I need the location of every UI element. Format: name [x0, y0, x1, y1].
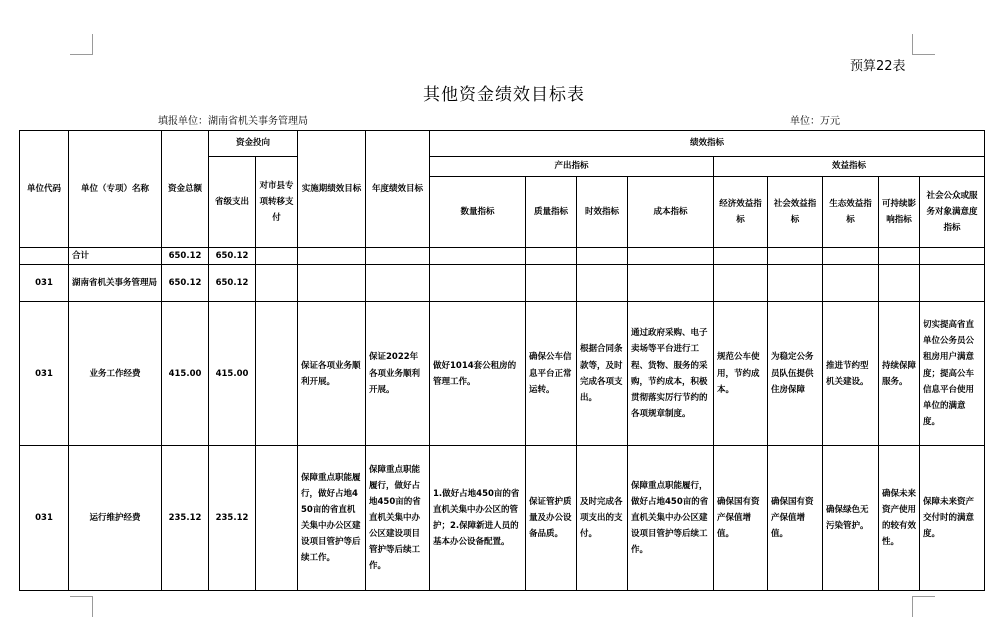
header-perf-indicators: 绩效指标 — [430, 131, 985, 157]
header-unit-name: 单位（专项）名称 — [69, 131, 162, 248]
cell-economic — [714, 265, 768, 302]
cell-annual-goal: 保证2022年各项业务顺利开展。 — [366, 302, 430, 446]
cell-social — [768, 265, 823, 302]
cell-timeliness — [577, 248, 628, 265]
cell-transfer — [256, 265, 298, 302]
cell-quantity: 做好1014套公租房的管理工作。 — [430, 302, 526, 446]
cell-timeliness — [577, 265, 628, 302]
cell-social — [768, 248, 823, 265]
header-economic: 经济效益指标 — [714, 177, 768, 248]
cell-satisfaction — [920, 265, 985, 302]
cell-timeliness: 根据合同条款等，及时完成各项支出。 — [577, 302, 628, 446]
cell-name: 运行维护经费 — [69, 446, 162, 591]
cell-sustainable — [879, 248, 920, 265]
money-unit: 单位：万元 — [790, 116, 840, 127]
cell-cost: 通过政府采购、电子卖场等平台进行工程、货物、服务的采购，节约成本，积极贯彻落实厉行节约的各项规章制度。 — [628, 302, 714, 446]
cell-provincial: 415.00 — [209, 302, 256, 446]
cell-economic: 确保国有资产保值增值。 — [714, 446, 768, 591]
header-quality: 质量指标 — [526, 177, 577, 248]
page-title: 其他资金绩效目标表 — [423, 85, 585, 105]
header-timeliness: 时效指标 — [577, 177, 628, 248]
cell-quantity — [430, 248, 526, 265]
crop-mark-top-left — [70, 34, 93, 55]
cell-economic — [714, 248, 768, 265]
cell-quantity: 1.做好占地450亩的省直机关集中办公区的管护；2.保障新进人员的基本办公设备配置。 — [430, 446, 526, 591]
cell-total: 650.12 — [162, 265, 209, 302]
table-row — [20, 446, 985, 591]
cell-transfer — [256, 248, 298, 265]
cell-mid-goal: 保障重点职能履行，做好占地450亩的省直机关集中办公区建设项目管护等后续工作。 — [298, 446, 366, 591]
cell-mid-goal — [298, 248, 366, 265]
cell-quality — [526, 248, 577, 265]
cell-name: 业务工作经费 — [69, 302, 162, 446]
performance-goal-table — [19, 130, 985, 591]
cell-quality — [526, 265, 577, 302]
header-satisfaction: 社会公众或服务对象满意度指标 — [920, 177, 985, 248]
form-number: 预算22表 — [850, 59, 906, 74]
cell-ecological — [823, 265, 879, 302]
cell-code: 031 — [20, 302, 69, 446]
cell-quality: 保证管护质量及办公设备品质。 — [526, 446, 577, 591]
cell-code: 031 — [20, 265, 69, 302]
cell-annual-goal — [366, 248, 430, 265]
header-unit-code: 单位代码 — [20, 131, 69, 248]
cell-satisfaction: 保障未来资产交付时的满意度。 — [920, 446, 985, 591]
cell-quantity — [430, 265, 526, 302]
cell-provincial: 650.12 — [209, 248, 256, 265]
header-sustainable: 可持续影响指标 — [879, 177, 920, 248]
crop-mark-bottom-right — [912, 596, 935, 617]
cell-satisfaction: 切实提高省直单位公务员公租房用户满意度；提高公车信息平台使用单位的满意度。 — [920, 302, 985, 446]
cell-total: 415.00 — [162, 302, 209, 446]
table-row — [20, 248, 985, 265]
header-quantity: 数量指标 — [430, 177, 526, 248]
cell-transfer — [256, 446, 298, 591]
header-transfer: 对市县专项转移支付 — [256, 157, 298, 248]
cell-economic: 规范公车使用，节约成本。 — [714, 302, 768, 446]
cell-satisfaction — [920, 248, 985, 265]
header-mid-goal: 实施期绩效目标 — [298, 131, 366, 248]
cell-annual-goal — [366, 265, 430, 302]
cell-name: 湖南省机关事务管理局 — [69, 265, 162, 302]
table-row — [20, 265, 985, 302]
cell-transfer — [256, 302, 298, 446]
cell-social: 为稳定公务员队伍提供住房保障 — [768, 302, 823, 446]
cell-social: 确保国有资产保值增值。 — [768, 446, 823, 591]
cell-quality: 确保公车信息平台正常运转。 — [526, 302, 577, 446]
header-provincial: 省级支出 — [209, 157, 256, 248]
cell-total: 235.12 — [162, 446, 209, 591]
header-benefit: 效益指标 — [714, 157, 985, 177]
crop-mark-bottom-left — [70, 596, 93, 617]
cell-name: 合计 — [69, 248, 162, 265]
cell-code: 031 — [20, 446, 69, 591]
cell-sustainable: 持续保障服务。 — [879, 302, 920, 446]
header-ecological: 生态效益指标 — [823, 177, 879, 248]
cell-cost: 保障重点职能履行，做好占地450亩的省直机关集中办公区建设项目管护等后续工作。 — [628, 446, 714, 591]
cell-sustainable: 确保未来资产使用的较有效性。 — [879, 446, 920, 591]
header-annual-goal: 年度绩效目标 — [366, 131, 430, 248]
cell-sustainable — [879, 265, 920, 302]
cell-code — [20, 248, 69, 265]
cell-total: 650.12 — [162, 248, 209, 265]
table-row — [20, 302, 985, 446]
header-social: 社会效益指标 — [768, 177, 823, 248]
header-fund-direction: 资金投向 — [209, 131, 298, 157]
cell-mid-goal: 保证各项业务顺利开展。 — [298, 302, 366, 446]
cell-ecological — [823, 248, 879, 265]
cell-timeliness: 及时完成各项支出的支付。 — [577, 446, 628, 591]
crop-mark-top-right — [912, 34, 935, 55]
cell-annual-goal: 保障重点职能履行，做好占地450亩的省直机关集中办公区建设项目管护等后续工作。 — [366, 446, 430, 591]
header-total: 资金总额 — [162, 131, 209, 248]
cell-mid-goal — [298, 265, 366, 302]
header-output: 产出指标 — [430, 157, 714, 177]
cell-cost — [628, 248, 714, 265]
header-cost: 成本指标 — [628, 177, 714, 248]
cell-ecological: 推进节约型机关建设。 — [823, 302, 879, 446]
cell-provincial: 650.12 — [209, 265, 256, 302]
cell-cost — [628, 265, 714, 302]
cell-ecological: 确保绿色无污染管护。 — [823, 446, 879, 591]
cell-provincial: 235.12 — [209, 446, 256, 591]
fill-unit: 填报单位：湖南省机关事务管理局 — [158, 116, 308, 127]
